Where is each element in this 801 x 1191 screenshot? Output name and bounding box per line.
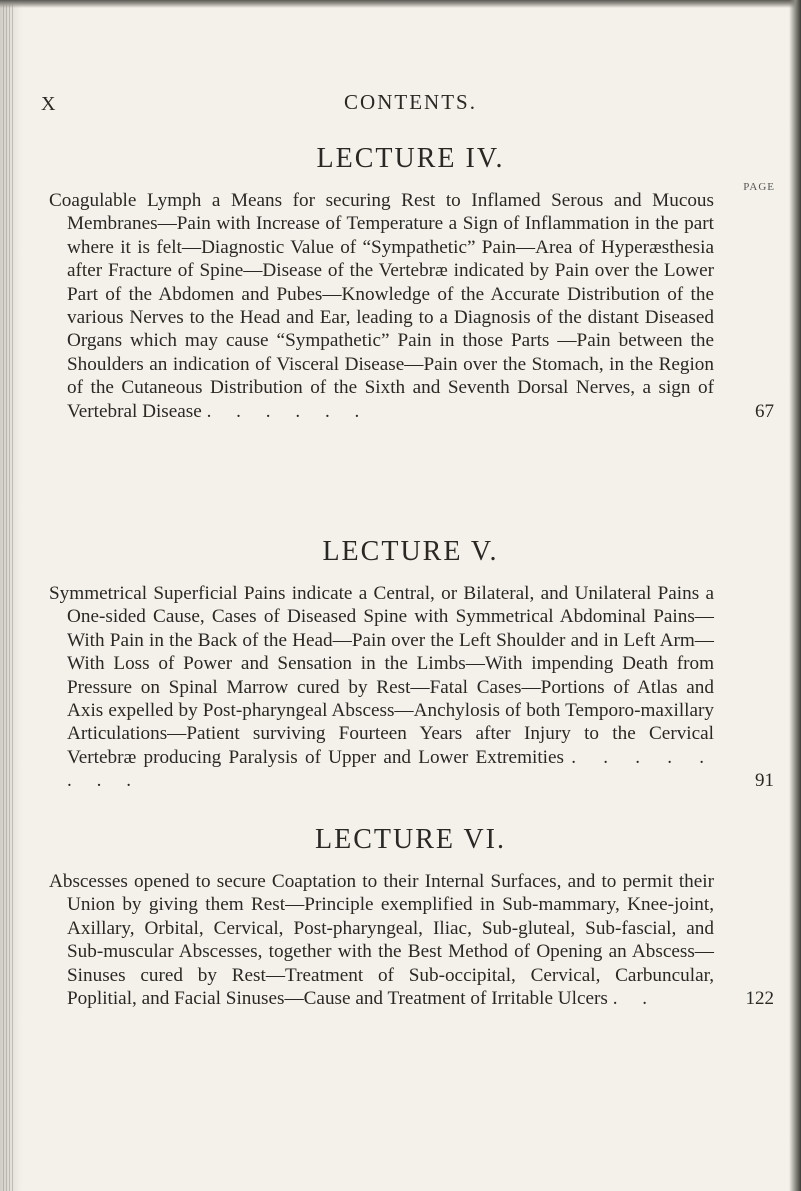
lecture-vi (0, 824, 801, 1010)
lecture-title: LECTURE IV. (316, 143, 505, 174)
page-reference: 91 (755, 770, 774, 792)
running-title: CONTENTS. (344, 90, 477, 114)
lecture-iv (0, 143, 801, 423)
lecture-title: LECTURE VI. (314, 824, 507, 855)
page-reference: 122 (745, 988, 774, 1010)
summary-text: Coagulable Lymph a Means for securing Rest to Inflamed Serous and Mucous Membranes—Pain with Increase of Temperature a Sign of Inflammation in the part where it is felt—Diagnostic Value of “Sympathetic” Pain—Area of Hyperæsthesia after Fracture of Spine—Disease of the Vertebræ indicated by Pain over the Lower Part of the Abdomen and Pubes—Knowledge of the Accurate Distribution of the various Nerves to the Head and Ear, leading to a Diagnosis of the distant Diseased Organs which may cause “Sympathetic” Pain in those Parts —Pain between the Shoulders an indication of Visceral Disease—Pain over the Stomach, in the Region of the Cutaneous Distribution of the Sixth and Seventh Dorsal Nerves, a sign of Vertebral Disease (49, 190, 714, 422)
lecture-summary (49, 582, 774, 793)
lecture-summary (49, 870, 774, 1010)
leader-dots: . . (612, 988, 658, 1010)
page-column-label: PAGE (743, 181, 775, 193)
lecture-v (0, 536, 801, 793)
summary-text: Abscesses opened to secure Coaptation to their Internal Surfaces, and to permit their Union by giving them Rest—Principle exemplified in Sub-mammary, Knee-joint, Axillary, Orbital, Cervical, Post-pharyngeal, Iliac, Sub-gluteal, Sub-fascial, and Sub-muscular Abscesses, together with the Best Method of Opening an Abscess—Sinuses cured by Rest—Treatment of Sub-occipital, Cervical, Carbuncular, Poplitial, and Facial Sinuses—Cause and Treatment of Irritable Ulcers (49, 871, 714, 1010)
page-reference: 67 (755, 400, 774, 422)
page-number: X (41, 93, 57, 115)
page-top-shadow (0, 0, 801, 8)
lecture-title: LECTURE V. (322, 536, 499, 567)
lecture-summary (49, 189, 774, 423)
leader-dots: . . . . . . (206, 400, 370, 422)
leader-dots: . . . . . . . . (67, 746, 715, 792)
summary-text: Symmetrical Superficial Pains indicate a Central, or Bilateral, and Unilateral Pains a One-sided Cause, Cases of Diseased Spine with Symmetrical Abdominal Pains—With Pain in the Back of the Head—Pain over the Left Shoulder and in Left Arm—With Loss of Power and Sensation in the Limbs—With impending Death from Pressure on Spinal Marrow cured by Rest—Fatal Cases—Portions of Atlas and Axis expelled by Post-pharyngeal Abscess—Anchylosis of both Temporo-maxillary Articulations—Patient surviving Fourteen Years after Injury to the Cervical Vertebræ producing Paralysis of Upper and Lower Extremities (49, 583, 714, 768)
